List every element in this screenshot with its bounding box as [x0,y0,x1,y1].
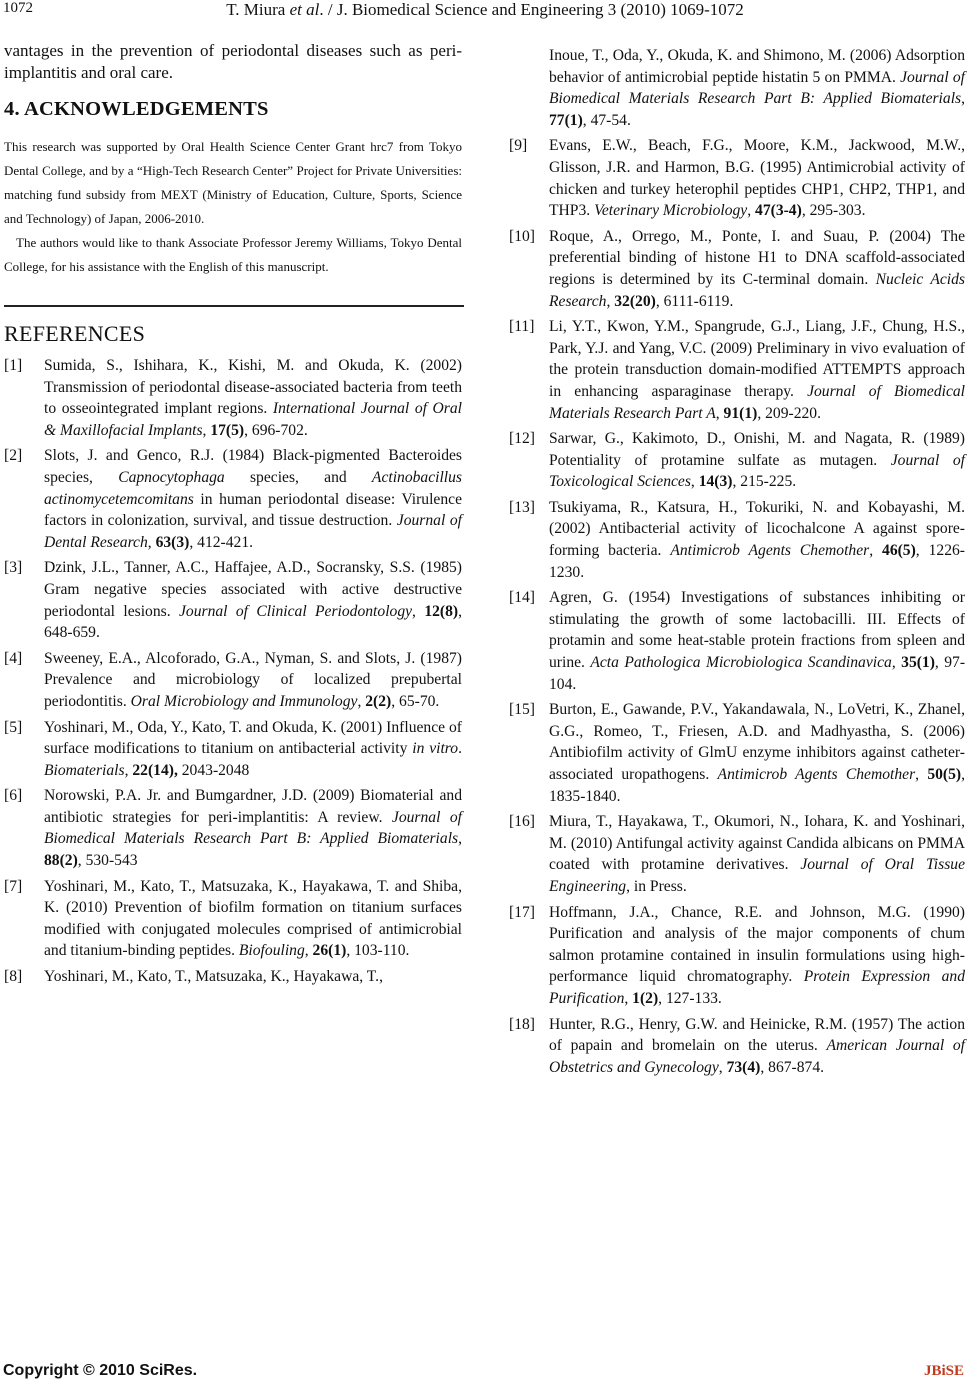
reference-14: [14] Agren, G. (1954) Investigations of substances inhibiting or stimulating the growth of some lactobacilli. III. Effects of protamin and some heat-stable protein fractions from spleen and urine. Acta Pathologica Microbiologica Scandinavica, 35(1), 97-104. [509,589,966,693]
reference-13: [13] Tsukiyama, R., Katsura, H., Tokuriki, N. and Kobayashi, M. (2002) Antibacterial activity of licochalcone A against spore-forming bacteria. Antimicrob Agents Chemother, 46(5), 1226-1230. [509,498,965,581]
reference-7: [7] Yoshinari, M., Kato, T., Matsuzaka, K., Hayakawa, T. and Shiba, K. (2010) Prevention of biofilm formation on titanium surfaces modified with conjugated molecules comprised of antimicrobial and titanium-binding peptides. Biofouling, 26(1), 103-110. [4,877,462,960]
acknowledgements-paragraph-1: This research was supported by Oral Health Science Center Grant hrc7 from Tokyo Dental College, and by a “High-Tech Research Center” Project for Private Universities: matching fund subsidy from MEXT (Ministry of Education, Culture, Sports, Science and Technology) of Japan, 2006-2010. [4,139,462,226]
reference-8-continued: Inoue, T., Oda, Y., Okuda, K. and Shimono, M. (2006) Adsorption behavior of antimicrobial peptide histatin 5 on PMMA. Journal of Biomedical Materials Research Part B: Applied Biomaterials, 77(1), 47-54. [549,47,965,129]
right-column [509,45,965,1082]
reference-18: [18] Hunter, R.G., Henry, G.W. and Heinicke, R.M. (1957) The action of papain and bromelain on the uterus. American Journal of Obstetrics and Gynecology, 73(4), 867-874. [509,1015,966,1076]
reference-8: [8] Yoshinari, M., Kato, T., Matsuzaka, K., Hayakawa, T., [4,968,383,986]
reference-5: [5] Yoshinari, M., Oda, Y., Kato, T. and Okuda, K. (2001) Influence of surface modifications to titanium on antibacterial activity in vitro. Biomaterials, 22(14), 2043-2048 [4,718,462,779]
intro-paragraph: vantages in the prevention of periodontal diseases such as peri-implantitis and oral care. [4,41,462,82]
reference-12: [12] Sarwar, G., Kakimoto, D., Onishi, M. and Nagata, R. (1989) Potentiality of protamine sulfate as mutagen. Journal of Toxicological Sciences, 14(3), 215-225. [509,430,965,491]
page-number: 1072 [3,0,33,16]
reference-1: [1] Sumida, S., Ishihara, K., Kishi, M. and Okuda, K. (2002) Transmission of periodontal disease-associated bacteria from teeth to osseointegrated implant regions. International Journal of Oral & Maxillofacial Implants, 17(5), 696-702. [4,357,462,439]
reference-11: [11] Li, Y.T., Kwon, Y.M., Spangrude, G.J., Liang, J.F., Chung, H.S., Park, Y.J. and Yang, V.C. (2009) Preliminary in vivo evaluation of the protein transduction domain-modified ATTEMPTS approach in enhancing asparaginase therapy. Journal of Biomedical Materials Research Part A, 91(1), 209-220. [509,318,966,422]
left-column [4,40,462,992]
copyright-footer: Copyright © 2010 SciRes. [3,1362,198,1379]
reference-16: [16] Miura, T., Hayakawa, T., Okumori, N., Iohara, K. and Yoshinari, M. (2010) Antifungal activity against Candida albicans on PMMA coated with protamine derivatives. Journal of Oral Tissue Engineering, in Press. [509,813,965,895]
reference-4: [4] Sweeney, E.A., Alcoforado, G.A., Nyman, S. and Slots, J. (1987) Prevalence and microbiology of localized prepubertal periodontitis. Oral Microbiology and Immunology, 2(2), 65-70. [4,649,462,710]
reference-2: [2] Slots, J. and Genco, R.J. (1984) Black-pigmented Bacteroides species, Capnocytophaga species, and Actinobacillus actinomycetemcomitans in human periodontal disease: Virulence factors in colonization, survival, and tissue destruction. Journal of Dental Research, 63(3), 412-421. [4,447,463,551]
reference-3: [3] Dzink, J.L., Tanner, A.C., Haffajee, A.D., Socransky, S.S. (1985) Gram negative species associated with active destructive periodontal lesions. Journal of Clinical Periodontology, 12(8), 648-659. [4,559,463,642]
reference-9: [9] Evans, E.W., Beach, F.G., Moore, K.M., Jackwood, M.W., Glisson, J.R. and Harmon, B.G. (1995) Antimicrobial activity of chicken and turkey heterophil peptides CHP1, CHP2, THP1, and THP3. Veterinary Microbiology, 47(3-4), 295-303. [509,137,965,220]
references-heading: REFERENCES [4,321,146,346]
acknowledgements-heading: 4. ACKNOWLEDGEMENTS [4,98,269,120]
reference-15: [15] Burton, E., Gawande, P.V., Yakandawala, N., LoVetri, K., Zhanel, G.G., Romeo, T., Friesen, A.D. and Madhyastha, S. (2006) Antibiofilm activity of GlmU enzyme inhibitors against catheter-associated uropathogens. Antimicrob Agents Chemother, 50(5), 1835-1840. [509,701,965,805]
running-head: T. Miura et al. / J. Biomedical Science and Engineering 3 (2010) 1069-1072 [226,0,744,19]
reference-10: [10] Roque, A., Orrego, M., Ponte, I. and Suau, P. (2004) The preferential binding of histone H1 to DNA scaffold-associated regions is determined by its C-terminal domain. Nucleic Acids Research, 32(20), 6111-6119. [509,227,965,310]
journal-abbrev: JBiSE [923,1363,964,1379]
reference-17: [17] Hoffmann, J.A., Chance, R.E. and Johnson, M.G. (1990) Purification and analysis of the major components of chum salmon protamine contained in insulin formulations using high-performance liquid chromatography. Protein Expression and Purification, 1(2), 127-133. [509,903,965,1007]
section-divider [4,305,464,307]
reference-6: [6] Norowski, P.A. Jr. and Bumgardner, J.D. (2009) Biomaterial and antibiotic strategies for peri-implantitis: A review. Journal of Biomedical Materials Research Part B: Applied Biomaterials, 88(2), 530-543 [4,787,462,870]
acknowledgements-paragraph-2: The authors would like to thank Associate Professor Jeremy Williams, Tokyo Dental College, for his assistance with the English of this manuscript. [4,235,462,274]
